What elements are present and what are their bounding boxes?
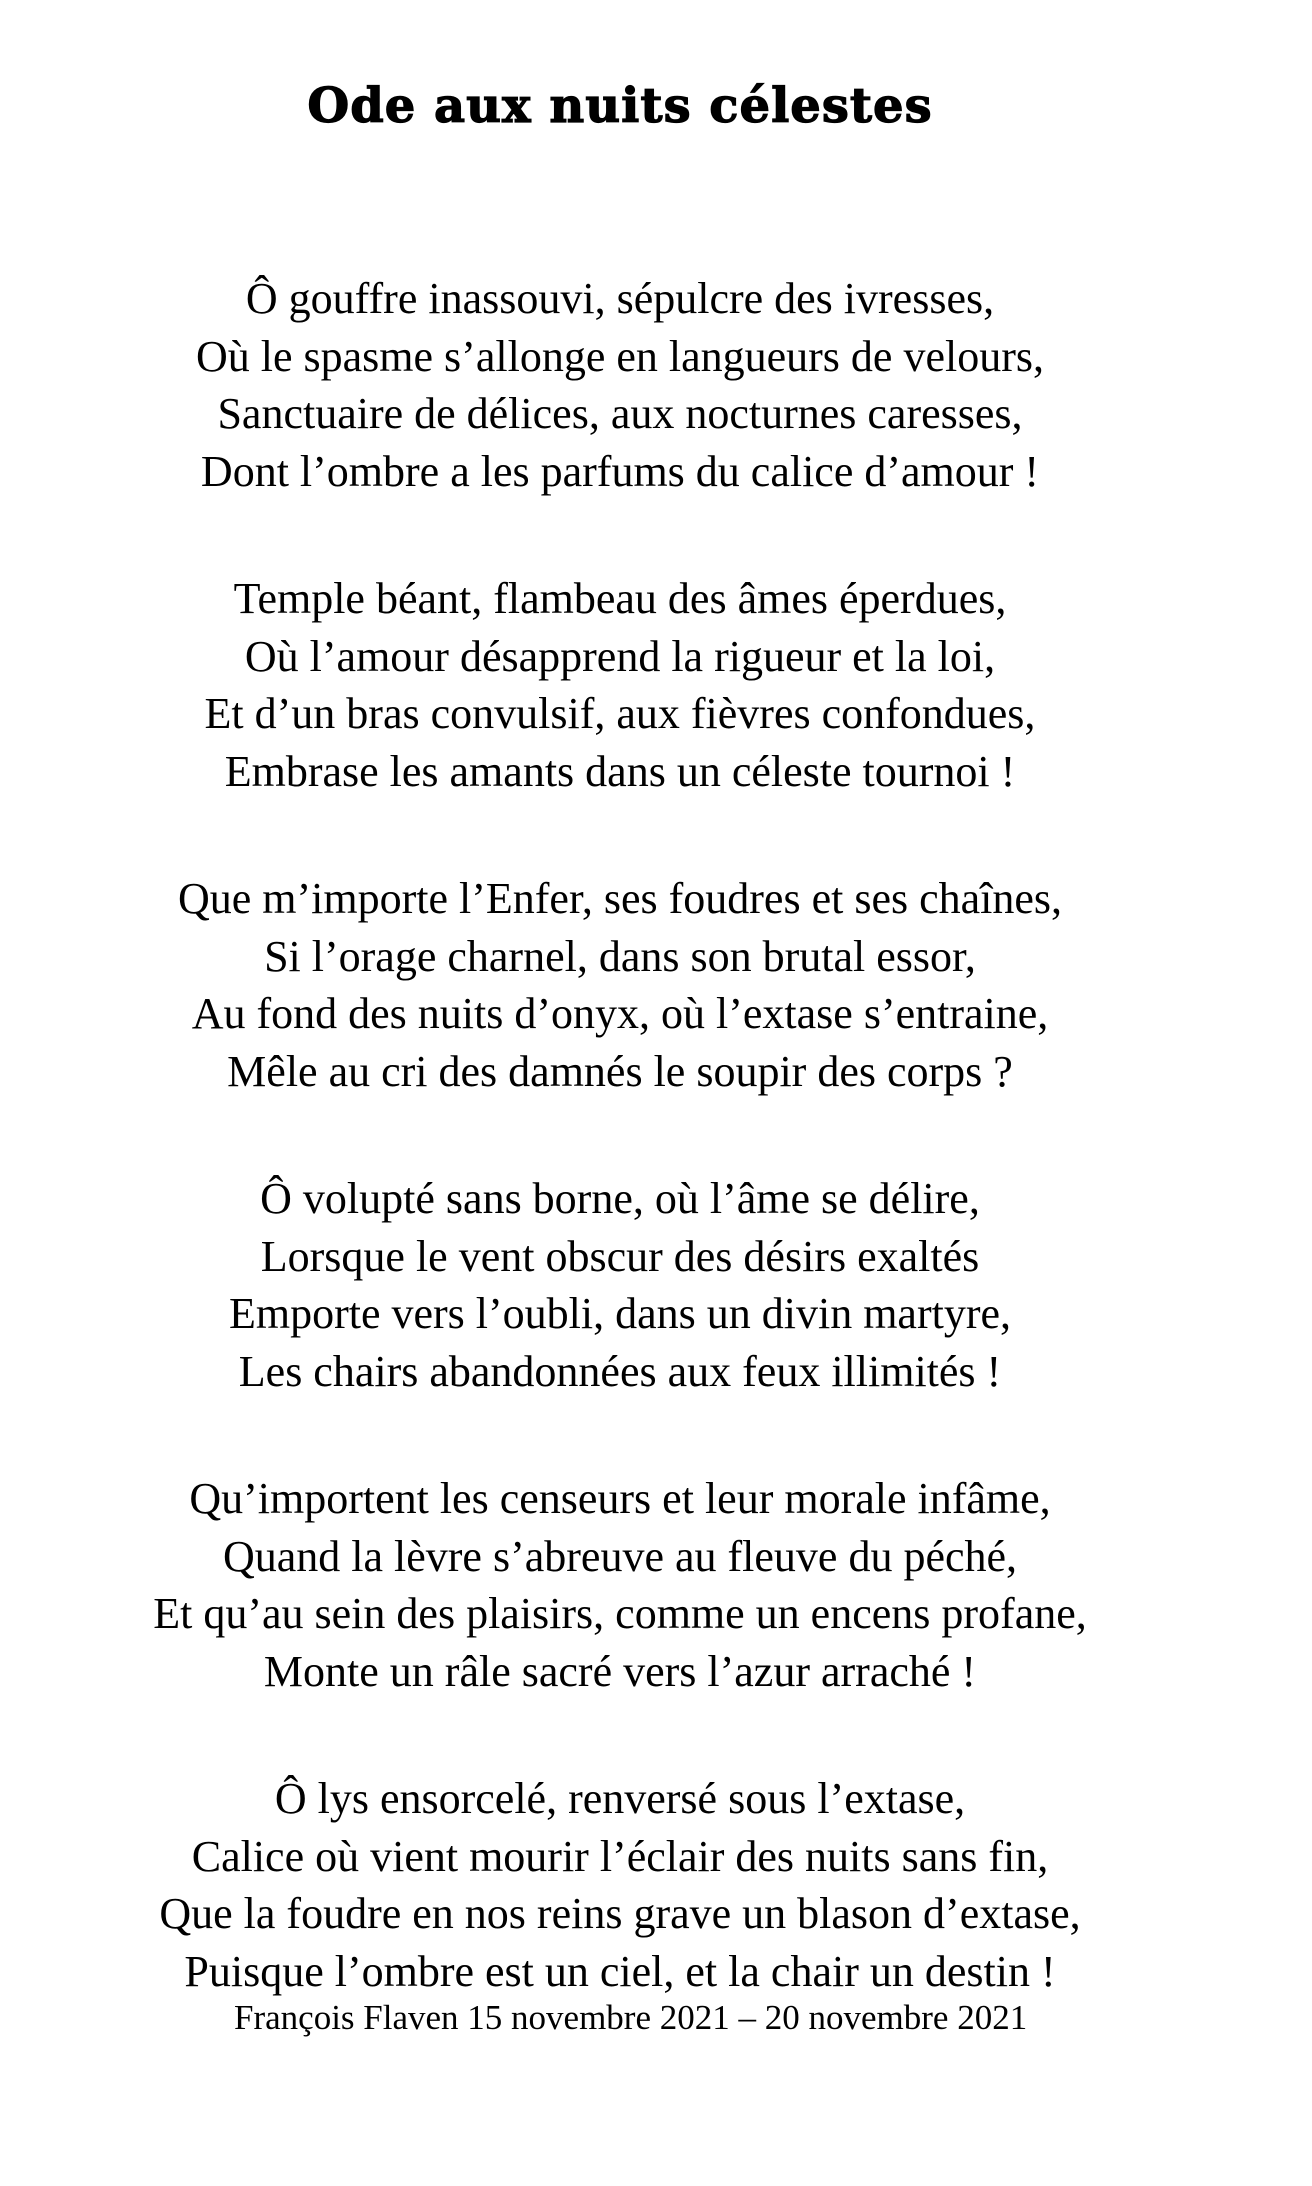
- verse-line: Au fond des nuits d’onyx, où l’extase s’entraine,: [191, 989, 1049, 1038]
- verse-line: Que la foudre en nos reins grave un blason d’extase,: [159, 1889, 1081, 1938]
- verse-line: Puisque l’ombre est un ciel, et la chair un destin !: [184, 1946, 1056, 1996]
- verse-line: Qu’importent les censeurs et leur morale infâme,: [189, 1474, 1051, 1523]
- verse-line: Où le spasme s’allonge en langueurs de velours,: [196, 331, 1044, 381]
- verse-line: Lorsque le vent obscur des désirs exaltés: [260, 1231, 980, 1281]
- verse-line: Calice où vient mourir l’éclair des nuits sans fin,: [191, 1831, 1049, 1881]
- verse-line: Ô gouffre inassouvi, sépulcre des ivresses,: [245, 274, 995, 323]
- verse-line: Mêle au cri des damnés le soupir des corps ?: [227, 1046, 1013, 1096]
- verse-line: Emporte vers l’oubli, dans un divin martyre,: [228, 1289, 1012, 1338]
- stanza-3: [0, 870, 1240, 1100]
- verse-line: Et d’un bras convulsif, aux fièvres confondues,: [204, 689, 1036, 738]
- verse-line: Où l’amour désapprend la rigueur et la loi,: [244, 631, 996, 681]
- verse-line: Quand la lèvre s’abreuve au fleuve du péché,: [222, 1531, 1018, 1581]
- poem-title: Ode aux nuits célestes: [307, 78, 933, 134]
- verse-line: Temple béant, flambeau des âmes éperdues,: [233, 574, 1007, 623]
- verse-line: Ô lys ensorcelé, renversé sous l’extase,: [274, 1774, 966, 1823]
- verse-line: Monte un râle sacré vers l’azur arraché !: [263, 1646, 977, 1696]
- verse-line: Que m’importe l’Enfer, ses foudres et ses chaînes,: [177, 874, 1063, 923]
- stanza-5: [0, 1470, 1240, 1700]
- stanza-2: [0, 570, 1240, 800]
- poem-body: [0, 270, 1240, 2070]
- author-signature-dates: François Flaven 15 novembre 2021 – 20 novembre 2021: [234, 1998, 1028, 2037]
- verse-line: Et qu’au sein des plaisirs, comme un encens profane,: [153, 1589, 1087, 1638]
- stanza-6: [0, 1770, 1240, 2000]
- verse-line: Si l’orage charnel, dans son brutal essor,: [264, 931, 976, 981]
- verse-line: Dont l’ombre a les parfums du calice d’amour !: [200, 446, 1040, 496]
- stanza-1: [0, 270, 1240, 500]
- verse-line: Les chairs abandonnées aux feux illimités !: [238, 1346, 1002, 1396]
- verse-line: Sanctuaire de délices, aux nocturnes caresses,: [217, 389, 1023, 438]
- verse-line: Embrase les amants dans un céleste tournoi !: [224, 746, 1016, 796]
- stanza-4: [0, 1170, 1240, 1400]
- verse-line: Ô volupté sans borne, où l’âme se délire,: [260, 1174, 980, 1223]
